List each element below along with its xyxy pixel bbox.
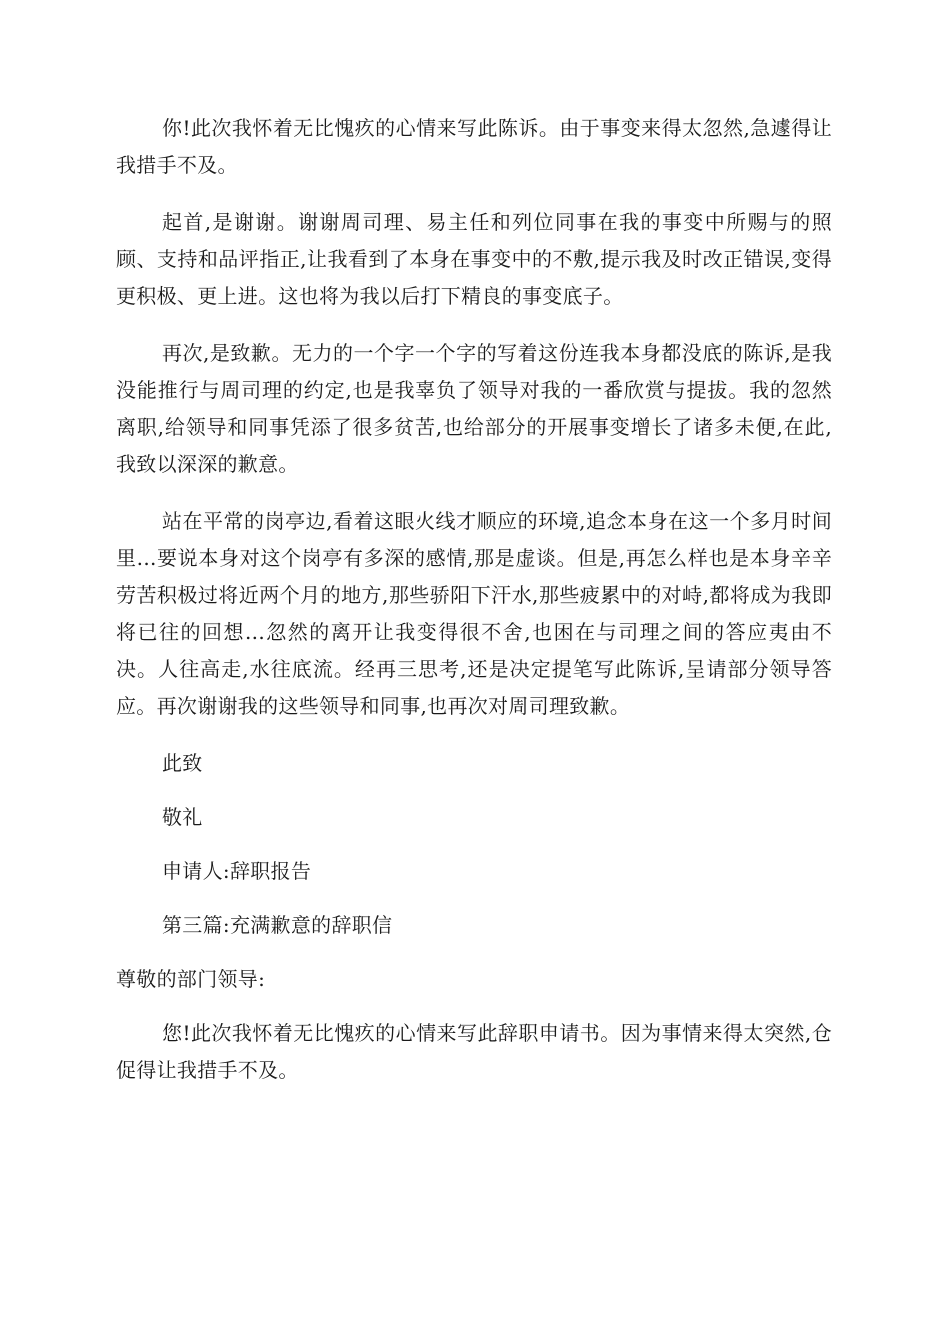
closing-regards: 敬礼 (162, 805, 203, 829)
closing-salutation: 此致 (162, 751, 203, 775)
greeting-line: 尊敬的部门领导: (116, 967, 266, 991)
document-page (116, 110, 832, 1109)
paragraph-final: 您!此次我怀着无比愧疚的心情来写此辞职申请书。因为事情来得太突然,仓促得让我措手不及。 (116, 1021, 832, 1082)
applicant-line: 申请人:辞职报告 (162, 859, 312, 883)
section-heading: 第三篇:充满歉意的辞职信 (162, 913, 393, 937)
paragraph-opening: 你!此次我怀着无比愧疚的心情来写此陈诉。由于事变来得太忽然,急遽得让我措手不及。 (116, 116, 832, 177)
paragraph-apology: 再次,是致歉。无力的一个字一个字的写着这份连我本身都没底的陈诉,是我没能推行与周司理的约定,也是我辜负了领导对我的一番欣赏与提拔。我的忽然离职,给领导和同事凭添了很多贫苦,也给部分的开展事变增长了诸多未便,在此,我致以深深的歉意。 (116, 341, 832, 476)
paragraph-reflection: 站在平常的岗亭边,看着这眼火线才顺应的环境,追念本身在这一个多月时间里...要说本身对这个岗亭有多深的感情,那是虚谈。但是,再怎么样也是本身辛辛劳苦积极过将近两个月的地方,那些骄阳下汗水,那些疲累中的对峙,都将成为我即将已往的回想...忽然的离开让我变得很不舍,也困在与司理之间的答应夷由不决。人往高走,水往底流。经再三思考,还是决定提笔写此陈诉,呈请部分领导答应。再次谢谢我的这些领导和同事,也再次对周司理致歉。 (116, 509, 832, 718)
paragraph-thanks: 起首,是谢谢。谢谢周司理、易主任和列位同事在我的事变中所赐与的照顾、支持和品评指正,让我看到了本身在事变中的不敷,提示我及时改正错误,变得更积极、更上进。这也将为我以后打下精良的事变底子。 (116, 210, 832, 308)
